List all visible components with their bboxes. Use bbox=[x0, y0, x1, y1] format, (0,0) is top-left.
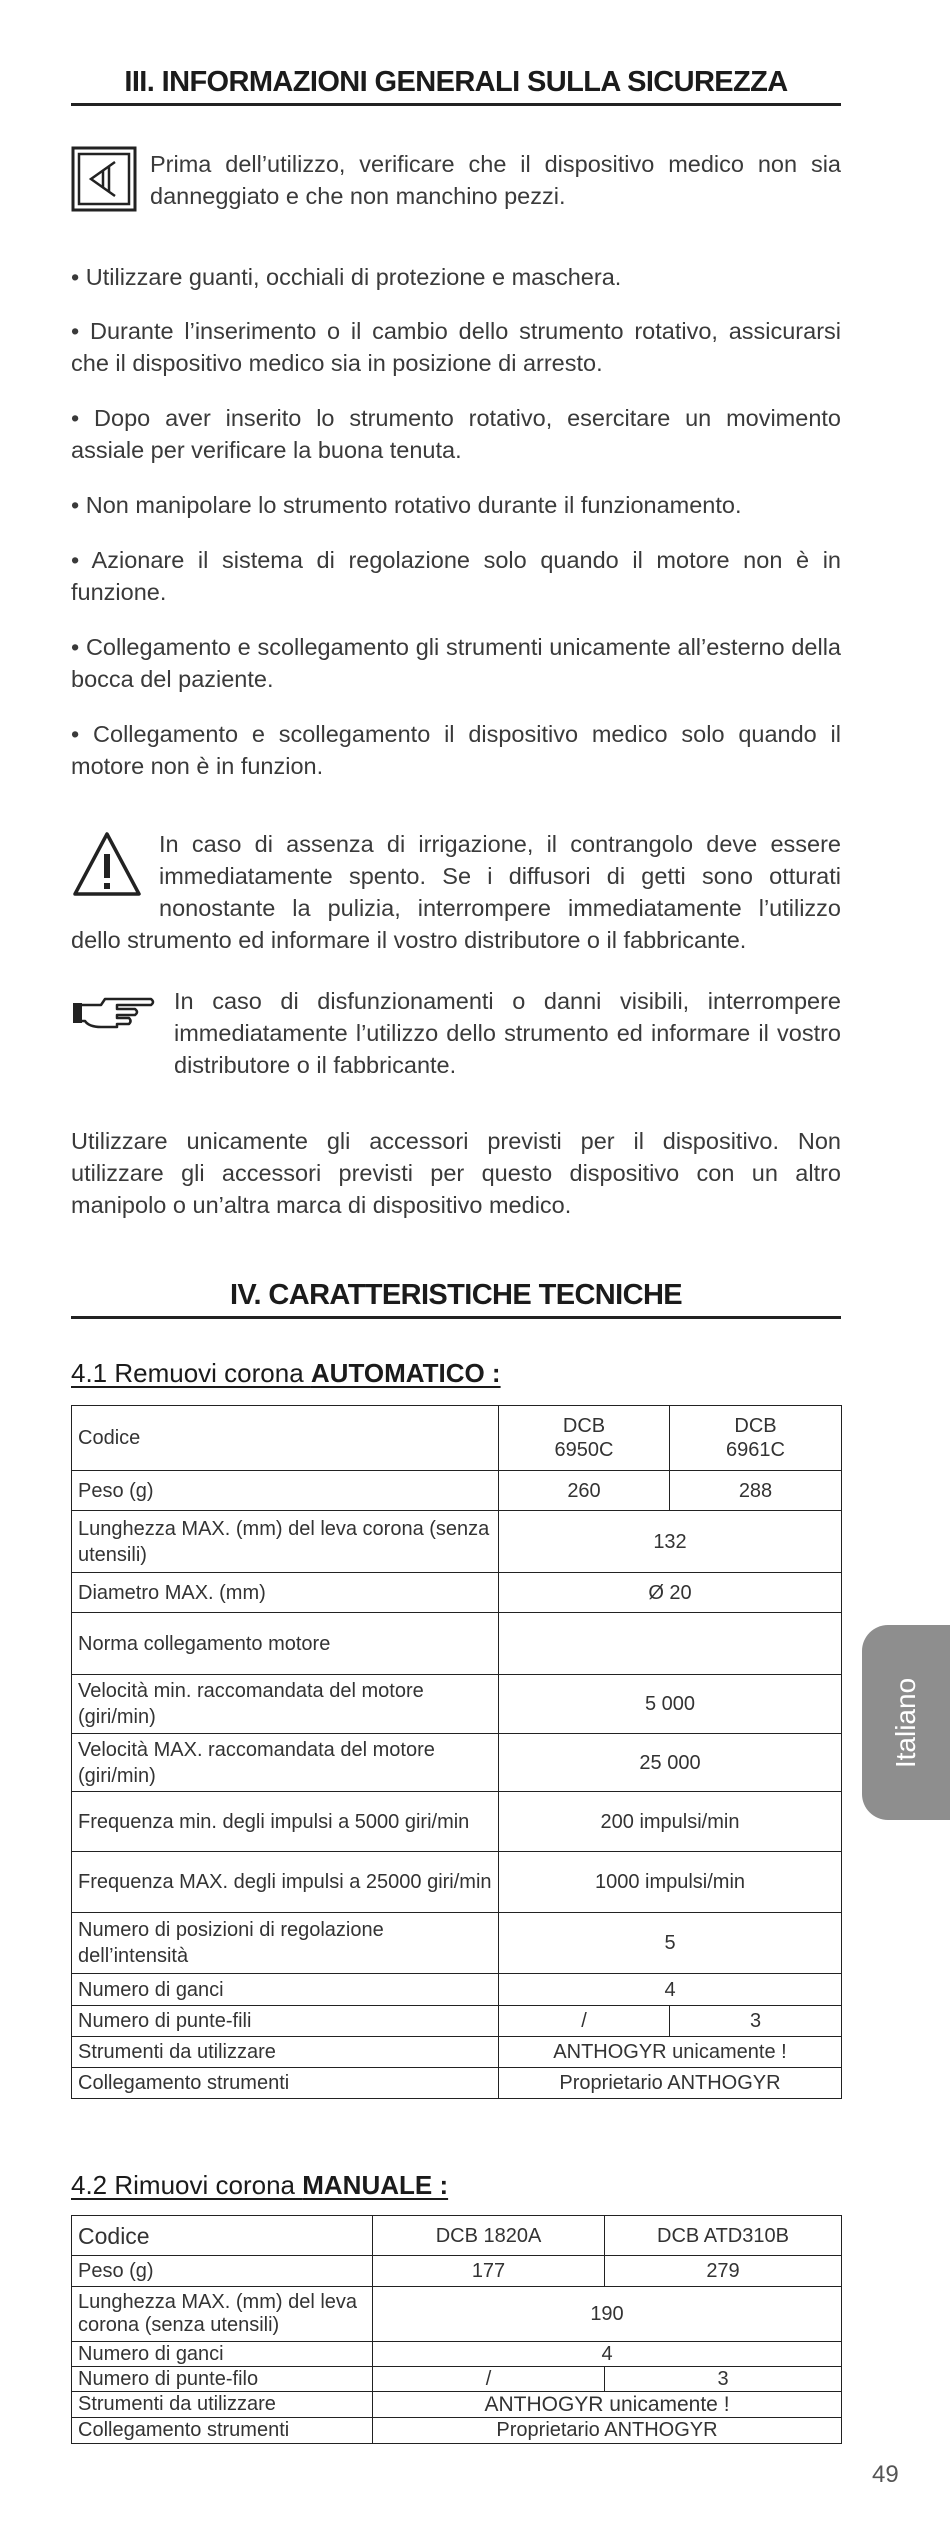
table-cell: / bbox=[373, 2367, 605, 2392]
table-row bbox=[72, 2418, 842, 2444]
language-tab bbox=[862, 1625, 950, 1820]
table-cell: / bbox=[499, 2006, 670, 2037]
table-cell: Frequenza MAX. degli impulsi a 25000 giri/min bbox=[72, 1852, 499, 1913]
table-cell: 288 bbox=[670, 1471, 842, 1511]
bullet-item: • Azionare il sistema di regolazione solo quando il motore non è in funzione. bbox=[71, 547, 841, 605]
table-row bbox=[72, 2068, 842, 2099]
table-cell: Numero di ganci bbox=[72, 2342, 373, 2367]
table-cell: Numero di ganci bbox=[72, 1974, 499, 2006]
table-cell: ANTHOGYR unicamente ! bbox=[373, 2392, 842, 2418]
table-row bbox=[72, 1734, 842, 1792]
warning-triangle-icon bbox=[71, 828, 153, 918]
table-cell: Proprietario ANTHOGYR bbox=[499, 2068, 842, 2099]
table-row bbox=[72, 1852, 842, 1913]
table-row bbox=[72, 1613, 842, 1675]
intro-text: Prima dell’utilizzo, verificare che il dispositivo medico non sia danneggiato e che non manchino pezzi. bbox=[150, 151, 841, 209]
table-cell: 200 impulsi/min bbox=[499, 1792, 842, 1852]
section-title-safety: III. INFORMAZIONI GENERALI SULLA SICUREZZA bbox=[71, 66, 841, 106]
table-header-model: DCB 1820A bbox=[373, 2216, 605, 2256]
table-cell: Velocità min. raccomandata del motore (giri/min) bbox=[72, 1675, 499, 1734]
table-row bbox=[72, 1792, 842, 1852]
subsection-title-bold: MANUALE : bbox=[302, 2170, 449, 2200]
table-cell: Lunghezza MAX. (mm) del leva corona (senza utensili) bbox=[72, 1511, 499, 1573]
table-cell: Codice bbox=[72, 2216, 373, 2256]
table-row bbox=[72, 1974, 842, 2006]
table-cell: Ø 20 bbox=[499, 1573, 842, 1613]
table-cell: 3 bbox=[670, 2006, 842, 2037]
table-cell: 177 bbox=[373, 2256, 605, 2287]
table-cell: ANTHOGYR unicamente ! bbox=[499, 2037, 842, 2068]
accessories-text: Utilizzare unicamente gli accessori previsti per il dispositivo. Non utilizzare gli accessori previsti per questo dispositivo con un altro manipolo o un’altra marca di dispositivo medico. bbox=[71, 1128, 841, 1218]
spec-table-manual bbox=[71, 2215, 842, 2444]
table-row bbox=[72, 1471, 842, 1511]
bullet-item: • Collegamento e scollegamento gli strumenti unicamente all’esterno della bocca del paziente. bbox=[71, 634, 841, 692]
table-row bbox=[72, 2006, 842, 2037]
table-cell: 3 bbox=[605, 2367, 842, 2392]
subsection-title-prefix: 4.1 Remuovi corona bbox=[71, 1358, 311, 1388]
table-cell: Norma collegamento motore bbox=[72, 1613, 499, 1675]
table-cell: Numero di punte-fili bbox=[72, 2006, 499, 2037]
table-cell: Collegamento strumenti bbox=[72, 2418, 373, 2444]
table-cell: 4 bbox=[499, 1974, 842, 2006]
table-row bbox=[72, 1573, 842, 1613]
table-cell: Numero di posizioni di regolazione dell’intensità bbox=[72, 1913, 499, 1974]
table-header-model: DCB ATD310B bbox=[605, 2216, 842, 2256]
note-text: In caso di disfunzionamenti o danni visibili, interrompere immediatamente l’utilizzo dello strumento ed informare il vostro distributore o il fabbricante. bbox=[174, 988, 841, 1078]
table-row bbox=[72, 2367, 842, 2392]
table-cell: Velocità MAX. raccomandata del motore (giri/min) bbox=[72, 1734, 499, 1792]
subsection-title-prefix: 4.2 Rimuovi corona bbox=[71, 2170, 303, 2200]
subsection-title-bold: AUTOMATICO : bbox=[310, 1358, 501, 1388]
spec-table-automatic bbox=[71, 1405, 842, 2099]
table-cell: 5 bbox=[499, 1913, 842, 1974]
bullet-item: • Durante l’inserimento o il cambio dello strumento rotativo, assicurarsi che il dispositivo medico sia in posizione di arresto. bbox=[71, 318, 841, 376]
table-cell: Strumenti da utilizzare bbox=[72, 2392, 373, 2418]
table-cell: 25 000 bbox=[499, 1734, 842, 1792]
bullet-item: • Non manipolare lo strumento rotativo durante il funzionamento. bbox=[71, 492, 742, 518]
table-row bbox=[72, 2037, 842, 2068]
subsection-title-manual bbox=[71, 2170, 448, 2201]
table-cell: Proprietario ANTHOGYR bbox=[373, 2418, 842, 2444]
table-cell: 5 000 bbox=[499, 1675, 842, 1734]
table-row bbox=[72, 2392, 842, 2418]
table-row bbox=[72, 1406, 842, 1471]
table-cell: 1000 impulsi/min bbox=[499, 1852, 842, 1913]
table-row bbox=[72, 2342, 842, 2367]
table-cell: Lunghezza MAX. (mm) del leva corona (senza utensili) bbox=[72, 2287, 373, 2342]
table-row bbox=[72, 1913, 842, 1974]
bullet-item: • Utilizzare guanti, occhiali di protezione e maschera. bbox=[71, 264, 622, 290]
bullet-item: • Dopo aver inserito lo strumento rotativo, esercitare un movimento assiale per verificare la buona tenuta. bbox=[71, 405, 841, 463]
table-cell: Strumenti da utilizzare bbox=[72, 2037, 499, 2068]
table-cell: 190 bbox=[373, 2287, 842, 2342]
table-cell: Codice bbox=[72, 1406, 499, 1471]
bullet-item: • Collegamento e scollegamento il dispositivo medico solo quando il motore non è in funzion. bbox=[71, 721, 841, 779]
table-cell: Peso (g) bbox=[72, 1471, 499, 1511]
table-cell bbox=[499, 1613, 842, 1675]
table-cell: 260 bbox=[499, 1471, 670, 1511]
table-cell: Frequenza min. degli impulsi a 5000 giri/min bbox=[72, 1792, 499, 1852]
table-row bbox=[72, 1511, 842, 1573]
table-row bbox=[72, 2256, 842, 2287]
table-row bbox=[72, 2216, 842, 2256]
table-header-model: DCB 6961C bbox=[670, 1406, 842, 1471]
section-title-technical: IV. CARATTERISTICHE TECNICHE bbox=[71, 1279, 841, 1319]
language-tab-label: Italiano bbox=[890, 1677, 921, 1768]
table-cell: 279 bbox=[605, 2256, 842, 2287]
table-cell: Collegamento strumenti bbox=[72, 2068, 499, 2099]
table-row bbox=[72, 2287, 842, 2342]
table-cell: Diametro MAX. (mm) bbox=[72, 1573, 499, 1613]
consult-instructions-icon bbox=[71, 146, 137, 217]
table-header-model: DCB 6950C bbox=[499, 1406, 670, 1471]
warning-text: In caso di assenza di irrigazione, il contrangolo deve essere immediatamente spento. Se i diffusori di getti sono otturati nonostante la pulizia, interrompere immediatamente l’utilizzo dello strumento ed informare il vostro distributore o il fabbricante. bbox=[71, 831, 841, 953]
table-cell: Peso (g) bbox=[72, 2256, 373, 2287]
warning-text-block bbox=[71, 828, 841, 956]
page-number: 49 bbox=[872, 2461, 899, 2488]
pointing-hand-icon bbox=[71, 993, 155, 1036]
table-row bbox=[72, 1675, 842, 1734]
subsection-title-automatic bbox=[71, 1358, 501, 1389]
table-cell: 4 bbox=[373, 2342, 842, 2367]
table-cell: Numero di punte-filo bbox=[72, 2367, 373, 2392]
table-cell: 132 bbox=[499, 1511, 842, 1573]
